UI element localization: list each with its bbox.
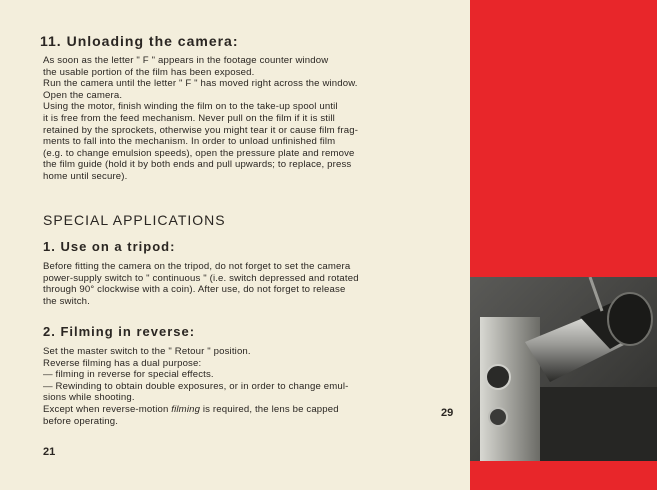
camera-photo: [470, 277, 657, 461]
text-line: Open the camera.: [43, 89, 123, 101]
text-line: the usable portion of the film has been exposed.: [43, 66, 255, 78]
tripod-paragraph: [43, 261, 415, 307]
reverse-paragraph: [43, 346, 415, 427]
camera-illustration: [470, 277, 657, 461]
text-line: Run the camera until the letter " F " has moved right across the window.: [43, 78, 358, 90]
text-fragment: is required, the lens be capped: [200, 403, 339, 415]
emphasis-filming: filming: [171, 403, 201, 415]
photo-shadow: [540, 387, 657, 461]
text-line: — filming in reverse for special effects.: [43, 369, 214, 381]
unloading-paragraph: [43, 55, 415, 183]
text-line: retained by the sprockets, otherwise you might tear it or cause film frag-: [43, 124, 359, 136]
text-line: As soon as the letter " F " appears in the footage counter window: [43, 55, 329, 66]
heading-special-applications: SPECIAL APPLICATIONS: [43, 212, 226, 228]
camera-body: [480, 317, 540, 461]
text-line: Set the master switch to the " Retour " position.: [43, 346, 251, 357]
text-line: [43, 404, 415, 416]
lens-front: [608, 293, 652, 345]
text-line: it is free from the feed mechanism. Never pull on the film if it is still: [43, 112, 335, 124]
text-line: sions while shooting.: [43, 392, 135, 404]
page-number-left: 21: [43, 446, 56, 458]
heading-reverse: 2. Filming in reverse:: [43, 324, 196, 339]
heading-unloading: 11. Unloading the camera:: [40, 33, 239, 49]
text-line: the film guide (hold it by both ends and pull upwards; to replace, press: [43, 159, 352, 171]
heading-tripod: 1. Use on a tripod:: [43, 239, 176, 254]
text-line: (e.g. to change emulsion speeds), open the pressure plate and remove: [43, 147, 355, 159]
text-line: Before fitting the camera on the tripod, do not forget to set the camera: [43, 261, 351, 272]
text-line: power-supply switch to " continuous " (i.e. switch depressed and rotated: [43, 272, 359, 284]
text-line: — Rewinding to obtain double exposures, or in order to change emul-: [43, 380, 349, 392]
text-line: through 90° clockwise with a coin). After use, do not forget to release: [43, 284, 346, 296]
text-fragment: Except when reverse-motion: [43, 403, 172, 415]
camera-knob: [486, 365, 510, 389]
text-line: before operating.: [43, 415, 119, 427]
text-line: Reverse filming has a dual purpose:: [43, 357, 202, 369]
text-line: ments to fall into the mechanism. In order to unload unfinished film: [43, 136, 336, 148]
camera-dial: [489, 408, 507, 426]
page-number-right: 29: [441, 407, 454, 419]
text-line: Using the motor, finish winding the film on to the take-up spool until: [43, 101, 338, 113]
text-line: the switch.: [43, 295, 90, 307]
text-line: home until secure).: [43, 170, 128, 182]
